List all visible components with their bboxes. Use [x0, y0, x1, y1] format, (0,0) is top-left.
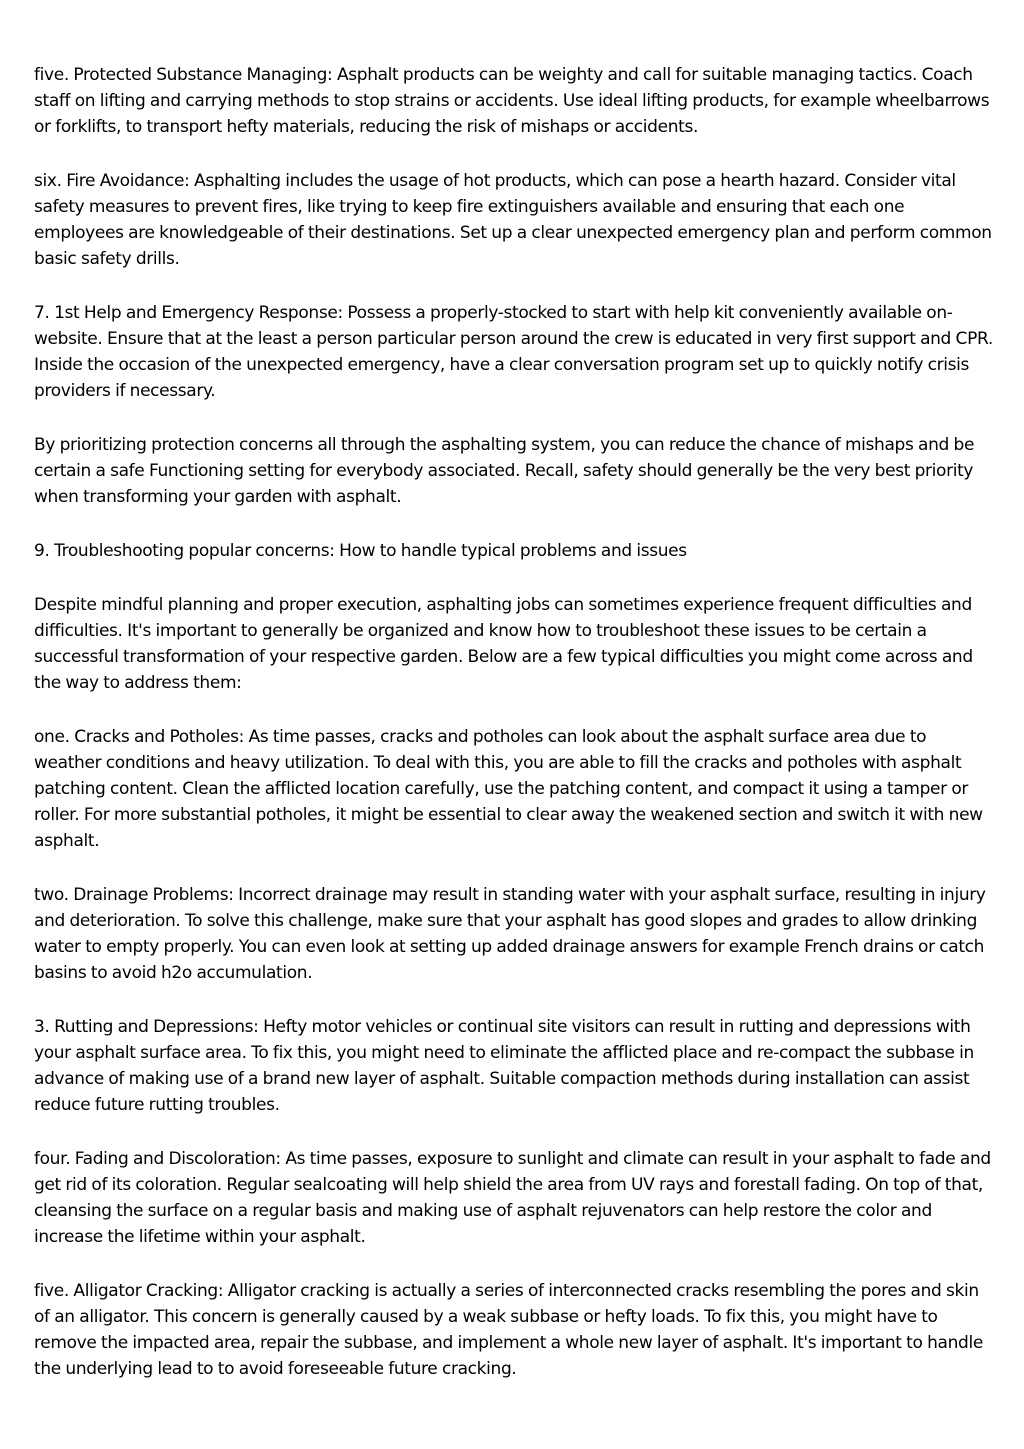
paragraph-alligator-cracking: five. Alligator Cracking: Alligator cracking is actually a series of interconnected cracks resembling the pores and skin of an alligator. This concern is generally caused by a weak subbase or hefty loads. To fix this, you might have to remove the impacted area, repair the subbase, and implement a whole new layer of asphalt. It's important to handle the underlying lead to to avoid foreseeable future cracking. [34, 1281, 983, 1379]
section-heading-troubleshooting: 9. Troubleshooting popular concerns: How to handle typical problems and issues [34, 541, 687, 561]
document-body [34, 62, 994, 1410]
paragraph-safety-summary: By prioritizing protection concerns all through the asphalting system, you can reduce the chance of mishaps and be certain a safe Functioning setting for everybody associated. Recall, safety should generally be the very best priority when transforming your garden with asphalt. [34, 435, 975, 507]
paragraph-fading-and-discoloration: four. Fading and Discoloration: As time passes, exposure to sunlight and climate can result in your asphalt to fade and get rid of its coloration. Regular sealcoating will help shield the area from UV rays and forestall fading. On top of that, cleansing the surface on a regular basis and making use of asphalt rejuvenators can help restore the color and increase the lifetime within your asphalt. [34, 1149, 991, 1247]
paragraph-troubleshooting-intro: Despite mindful planning and proper execution, asphalting jobs can sometimes experience frequent difficulties and difficulties. It's important to generally be organized and know how to troubleshoot these issues to be certain a successful transformation of your respective garden. Below are a few typical difficulties you might come across and the way to address them: [34, 595, 973, 693]
paragraph-rutting-and-depressions: 3. Rutting and Depressions: Hefty motor vehicles or continual site visitors can result in rutting and depressions with your asphalt surface area. To fix this, you might need to eliminate the afflicted place and re-compact the subbase in advance of making use of a brand new layer of asphalt. Suitable compaction methods during installation can assist reduce future rutting troubles. [34, 1017, 974, 1115]
paragraph-drainage-problems: two. Drainage Problems: Incorrect drainage may result in standing water with your asphalt surface, resulting in injury and deterioration. To solve this challenge, make sure that your asphalt has good slopes and grades to allow drinking water to empty properly. You can even look at setting up added drainage answers for example French drains or catch basins to avoid h2o accumulation. [34, 885, 986, 983]
paragraph-protected-substance-managing: five. Protected Substance Managing: Asphalt products can be weighty and call for suitable managing tactics. Coach staff on lifting and carrying methods to stop strains or accidents. Use ideal lifting products, for example wheelbarrows or forklifts, to transport hefty materials, reducing the risk of mishaps or accidents. [34, 65, 990, 137]
paragraph-cracks-and-potholes: one. Cracks and Potholes: As time passes, cracks and potholes can look about the asphalt surface area due to weather conditions and heavy utilization. To deal with this, you are able to fill the cracks and potholes with asphalt patching content. Clean the afflicted location carefully, use the patching content, and compact it using a tamper or roller. For more substantial potholes, it might be essential to clear away the weakened section and switch it with new asphalt. [34, 727, 983, 851]
paragraph-first-help-emergency-response: 7. 1st Help and Emergency Response: Possess a properly-stocked to start with help kit conveniently available on-website. Ensure that at the least a person particular person around the crew is educated in very first support and CPR. Inside the occasion of the unexpected emergency, have a clear conversation program set up to quickly notify crisis providers if necessary. [34, 303, 993, 401]
paragraph-fire-avoidance: six. Fire Avoidance: Asphalting includes the usage of hot products, which can pose a hearth hazard. Consider vital safety measures to prevent fires, like trying to keep fire extinguishers available and ensuring that each one employees are knowledgeable of their destinations. Set up a clear unexpected emergency plan and perform common basic safety drills. [34, 171, 992, 269]
